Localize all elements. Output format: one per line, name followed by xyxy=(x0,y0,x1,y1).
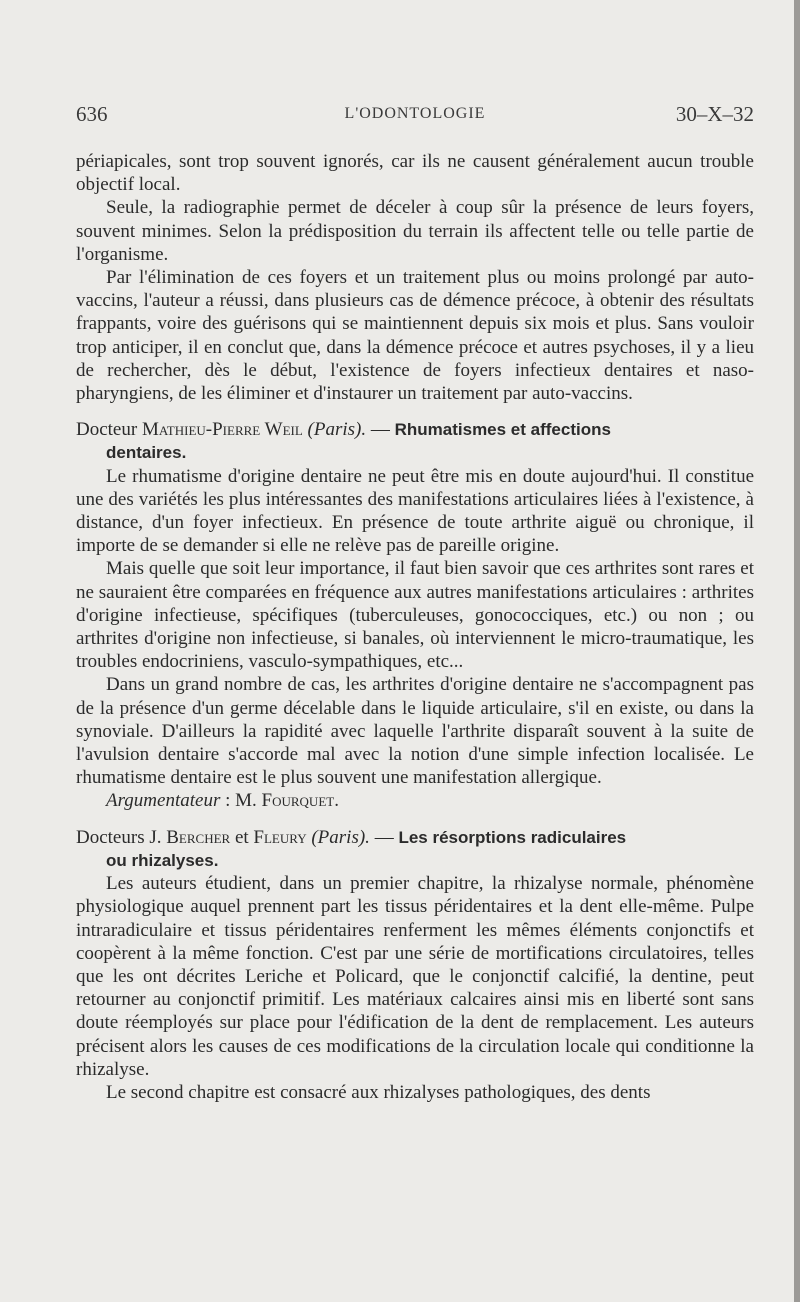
dash: — xyxy=(370,419,390,441)
author-prefix: Docteurs J. xyxy=(76,826,162,848)
and-word: et xyxy=(234,826,249,848)
entry-heading-weil xyxy=(76,418,754,464)
entry-title-continued: dentaires. xyxy=(106,443,187,463)
author-name: Mathieu-Pierre Weil xyxy=(141,419,303,441)
author-location: (Paris). xyxy=(311,826,370,848)
paragraph: Par l'élimination de ces foyers et un traitement plus ou moins prolongé par auto-vaccins, l'auteur a réussi, dans plusieurs cas de démence précoce, à obtenir des résultats frappants, voire des guérisons qui se maintiennent depuis six mois et plus. Sans vouloir trop anticiper, il en conclut que, dans la démence précoce et autres psychoses, il y a lieu de rechercher, dès le début, l'existence de foyers infectieux dentaires et naso-pharyngiens, de les éliminer et d'instaurer un traitement par auto-vaccins. xyxy=(76,267,754,405)
paragraph: Seule, la radiographie permet de déceler à coup sûr la présence de leurs foyers, souvent minimes. Selon la prédisposition du terrain ils affectent telle ou telle partie de l'organisme. xyxy=(76,197,754,265)
entry-title-continued: ou rhizalyses. xyxy=(106,850,219,870)
paragraph: périapicales, sont trop souvent ignorés, car ils ne causent généralement aucun trouble objectif local. xyxy=(76,151,754,196)
paragraph: Dans un grand nombre de cas, les arthrites d'origine dentaire ne s'accompagnent pas de la présence d'un germe décelable dans le liquide articulaire, s'il en existe, ou dans la synoviale. D'ailleurs la rapidité avec laquelle l'arthrite disparaît souvent à la suite de l'avulsion dentaire s'accorde mal avec la notion d'une simple infection localisée. Le rhumatisme dentaire est le plus souvent une manifestation allergique. xyxy=(76,674,754,789)
issue-date: 30–X–32 xyxy=(675,102,754,126)
paragraph: Le rhumatisme d'origine dentaire ne peut être mis en doute aujourd'hui. Il constitue une des variétés les plus intéressantes des manifestations articulaires liées à l'existence, à distance, d'un foyer infectieux. En présence de toute arthrite aiguë ou chronique, il importe de se demander si elle ne relève pas de pareille origine. xyxy=(76,465,754,557)
journal-title: L'ODONTOLOGIE xyxy=(344,105,486,122)
argumentateur-line xyxy=(76,789,754,812)
entry-heading-bercher-fleury xyxy=(76,826,754,872)
running-header xyxy=(76,102,754,132)
argumentateur-label: Argumentateur xyxy=(106,790,221,812)
argumentateur-name: Fourquet. xyxy=(261,790,339,812)
paragraph: Les auteurs étudient, dans un premier chapitre, la rhizalyse normale, phénomène physiologique auquel prennent part les tissus péridentaires et la dent elle-même. Pulpe intraradiculaire et tissus péridentaires renferment les mêmes éléments conjonctifs et coopèrent à la même fonction. C'est par une série de mortifications circulatoires, telles que les ont décrites Leriche et Policard, que le conjonctif calcifié, la dentine, peut retourner au conjonctif primitif. Les matériaux calcaires ainsi mis en liberté sont sans doute réemployés sur place pour l'édification de la dent de remplacement. Les auteurs précisent alors les causes de ces modifications de la circulation locale qui conditionne la rhizalyse. xyxy=(76,873,754,1080)
dash: — xyxy=(374,826,394,848)
article-body xyxy=(76,150,754,1104)
author-prefix: Docteur xyxy=(76,419,138,441)
author-location: (Paris). xyxy=(307,419,367,441)
argumentateur-sep: : M. xyxy=(225,790,257,812)
author-name: Fleury xyxy=(253,826,307,848)
page-number: 636 xyxy=(76,102,108,126)
entry-title: Les résorptions radiculaires xyxy=(398,827,627,847)
paragraph: Le second chapitre est consacré aux rhizalyses pathologiques, des dents xyxy=(106,1081,651,1103)
author-name: Bercher xyxy=(166,826,231,848)
paragraph: Mais quelle que soit leur importance, il faut bien savoir que ces arthrites sont rares et ne sauraient être comparées en fréquence aux autres manifestations articulaires : arthrites d'origine infectieuse, spécifiques (tuberculeuses, gonococciques, etc.) ou non ; ou arthrites d'origine non infectieuse, si banales, où interviennent le micro-traumatique, les troubles endocriniens, vasculo-sympathiques, etc... xyxy=(76,558,754,673)
entry-title: Rhumatismes et affections xyxy=(394,420,611,440)
